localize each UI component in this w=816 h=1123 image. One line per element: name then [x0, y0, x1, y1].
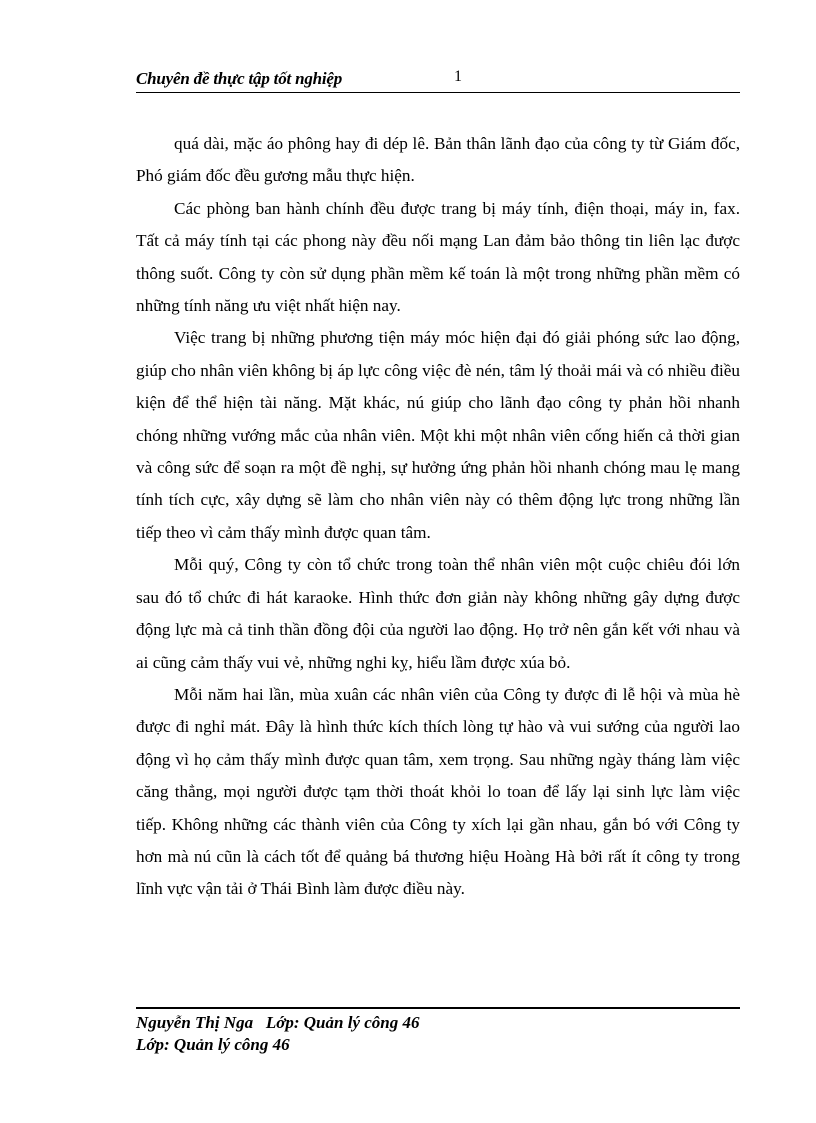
footer-author-line: Nguyễn Thị Nga Lớp: Quản lý công 46 [136, 1013, 420, 1032]
paragraph-3: Việc trang bị những phương tiện máy móc hiện đại đó giải phóng sức lao động, giúp cho nhân viên không bị áp lực công việc đè nén, tâm lý thoải mái và có nhiều điều kiện để thể hiện tài năng. Mặt khác, nú giúp cho lãnh đạo công ty phản hồi nhanh chóng những vướng mắc của nhân viên. Một khi một nhân viên cống hiến cả thời gian và công sức để soạn ra một đề nghị, sự hưởng ứng phản hồi nhanh chóng mau lẹ mang tính tích cực, xây dựng sẽ làm cho nhân viên này có thêm động lực trong những lần tiếp theo vì cảm thấy mình được quan tâm. [136, 328, 740, 542]
page-number: 1 [454, 68, 462, 85]
body-text [136, 128, 740, 906]
page-footer [136, 1012, 420, 1056]
paragraph-2: Các phòng ban hành chính đều được trang bị máy tính, điện thoại, máy in, fax. Tất cả máy tính tại các phong này đều nối mạng Lan đảm bảo thông tin liên lạc được thông suốt. Công ty còn sử dụng phần mềm kế toán là một trong những phần mềm có những tính năng ưu việt nhất hiện nay. [136, 198, 740, 316]
page-header [136, 66, 740, 93]
header-title: Chuyên đề thực tập tốt nghiệp [136, 69, 343, 88]
paragraph-1: quá dài, mặc áo phông hay đi dép lê. Bản thân lãnh đạo của công ty từ Giám đốc, Phó giám đốc đều gương mẫu thực hiện. [136, 134, 740, 186]
paragraph-4: Mỗi quý, Công ty còn tổ chức trong toàn thể nhân viên một cuộc chiêu đói lớn sau đó tổ chức đi hát karaoke. Hình thức đơn giản này không những gây dựng được động lực mà cả tinh thần đồng đội của người lao động. Họ trở nên gắn kết với nhau và ai cũng cảm thấy vui vẻ, những nghi kỵ, hiểu lầm được xúa bỏ. [136, 555, 740, 672]
paragraph-5: Mỗi năm hai lần, mùa xuân các nhân viên của Công ty được đi lễ hội và mùa hè được đi nghỉ mát. Đây là hình thức kích thích lòng tự hào và vui sướng của người lao động vì họ cảm thấy mình được quan tâm, xem trọng. Sau những ngày tháng làm việc căng thẳng, mọi người được tạm thời thoát khỏi lo toan để lấy lại sinh lực làm việc tiếp. Không những các thành viên của Công ty xích lại gần nhau, gắn bó với Công ty hơn mà nú cũn là cách tốt để quảng bá thương hiệu Hoàng Hà bởi rất ít công ty trong lĩnh vực vận tải ở Thái Bình làm được điều này. [136, 684, 740, 899]
footer-divider [136, 1007, 740, 1009]
footer-class-line: Lớp: Quản lý công 46 [136, 1035, 290, 1054]
